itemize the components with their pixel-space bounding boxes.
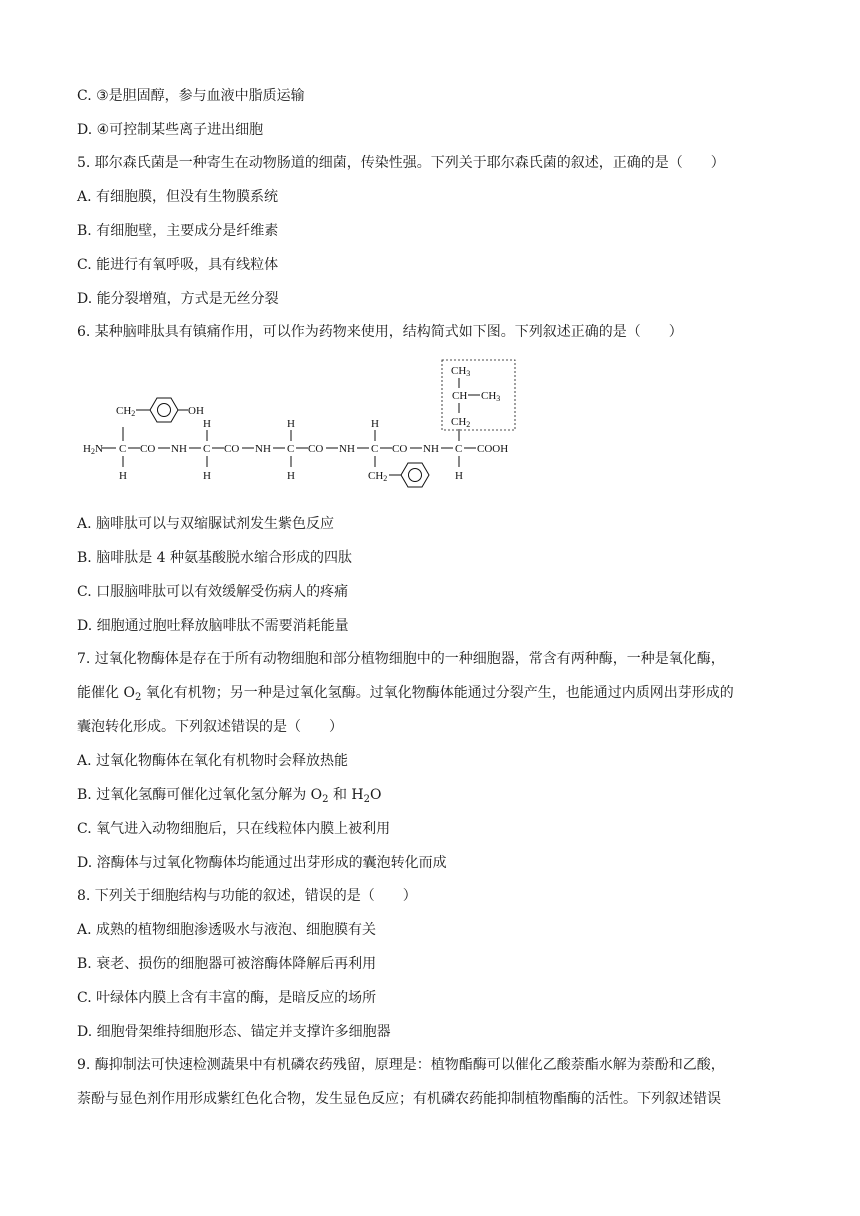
phe-benzene-ring xyxy=(401,463,429,487)
chain-co2: CO xyxy=(224,443,240,455)
chain-nh2: NH xyxy=(255,443,271,455)
leu-ch3-top: CH3 xyxy=(451,365,471,378)
leu-ch3-right: CH3 xyxy=(481,390,501,403)
chain-nh1: NH xyxy=(171,443,187,455)
question-8-option-b: B. 衰老、损伤的细胞器可被溶酶体降解后再利用 xyxy=(77,956,377,972)
question-9-stem-line2: 萘酚与显色剂作用形成紫红色化合物，发生显色反应；有机磷农药能抑制植物酯酶的活性。下列叙述错误 xyxy=(77,1091,721,1107)
question-5-option-a: A. 有细胞膜，但没有生物膜系统 xyxy=(77,189,279,205)
chain-c3: C xyxy=(287,443,295,455)
chain-co1: CO xyxy=(140,443,156,455)
question-8-option-a: A. 成熟的植物细胞渗透吸水与液泡、细胞膜有关 xyxy=(77,922,377,938)
chain-c5: C xyxy=(455,443,463,455)
chain-c1: C xyxy=(119,443,127,455)
question-7-option-b: B. 过氧化氢酶可催化过氧化氢分解为 $O_2$ 和 $H_2O$ xyxy=(77,787,382,805)
tyr-ch2: CH2 xyxy=(116,405,136,418)
question-7-stem-line1: 7. 过氧化物酶体是存在于所有动物细胞和部分植物细胞中的一种细胞器，常含有两种酶，一种是氧化酶， xyxy=(77,651,725,667)
c3-h-top: H xyxy=(287,418,295,430)
question-7-stem-line3: 囊泡转化形成。下列叙述错误的是（ ） xyxy=(77,719,343,735)
question-9-stem-line1: 9. 酶抑制法可快速检测蔬果中有机磷农药残留，原理是：植物酯酶可以催化乙酸萘酯水解为萘酚和乙酸， xyxy=(77,1057,725,1073)
line-option-d-prev: D. ④可控制某些离子进出细胞 xyxy=(77,122,264,138)
chain-c2: C xyxy=(203,443,211,455)
tyr-oh: OH xyxy=(188,405,204,417)
question-5-option-d: D. 能分裂增殖，方式是无丝分裂 xyxy=(77,291,279,307)
tyr-benzene-ring xyxy=(150,398,178,422)
line-option-c-prev: C. ③是胆固醇，参与血液中脂质运输 xyxy=(77,88,305,104)
chain-co4: CO xyxy=(392,443,408,455)
question-6-option-c: C. 口服脑啡肽可以有效缓解受伤病人的疼痛 xyxy=(77,584,349,600)
question-6-option-a: A. 脑啡肽可以与双缩脲试剂发生紫色反应 xyxy=(77,516,335,532)
question-5-stem: 5. 耶尔森氏菌是一种寄生在动物肠道的细菌，传染性强。下列关于耶尔森氏菌的叙述，正确的是（ ） xyxy=(77,155,725,171)
question-5-option-b: B. 有细胞壁，主要成分是纤维素 xyxy=(77,223,279,239)
question-8-option-d: D. 细胞骨架维持细胞形态、锚定并支撑许多细胞器 xyxy=(77,1024,391,1040)
chain-co3: CO xyxy=(308,443,324,455)
chain-nh4: NH xyxy=(423,443,439,455)
question-6-option-b: B. 脑啡肽是 4 种氨基酸脱水缩合形成的四肽 xyxy=(77,550,352,566)
question-8-stem: 8. 下列关于细胞结构与功能的叙述，错误的是（ ） xyxy=(77,888,417,904)
question-7-option-c: C. 氧气进入动物细胞后，只在线粒体内膜上被利用 xyxy=(77,821,391,837)
c1-h-bottom: H xyxy=(119,470,127,482)
chain-nh3: NH xyxy=(339,443,355,455)
c2-h-bottom: H xyxy=(203,470,211,482)
leu-ch2: CH2 xyxy=(451,416,471,429)
question-8-option-c: C. 叶绿体内膜上含有丰富的酶，是暗反应的场所 xyxy=(77,990,377,1006)
chain-c4: C xyxy=(371,443,379,455)
chain-cooh: COOH xyxy=(477,443,509,455)
leu-ch: CH xyxy=(452,390,468,402)
question-6-stem: 6. 某种脑啡肽具有镇痛作用，可以作为药物来使用，结构简式如下图。下列叙述正确的是（ ） xyxy=(77,324,683,340)
question-6-option-d: D. 细胞通过胞吐释放脑啡肽不需要消耗能量 xyxy=(77,618,349,634)
phe-ch2: CH2 xyxy=(368,470,388,483)
chain-h2n: H2N xyxy=(83,443,103,456)
question-5-option-c: C. 能进行有氧呼吸，具有线粒体 xyxy=(77,257,279,273)
question-7-stem-line2: 能催化 $O_2$ 氧化有机物；另一种是过氧化氢酶。过氧化物酶体能通过分裂产生，也能通过内质网出芽形成的 xyxy=(77,685,734,703)
c4-h-top: H xyxy=(371,418,379,430)
enkephalin-structure-diagram xyxy=(78,357,523,492)
c5-h-bottom: H xyxy=(455,470,463,482)
question-7-option-d: D. 溶酶体与过氧化物酶体均能通过出芽形成的囊泡转化而成 xyxy=(77,855,447,871)
question-7-option-a: A. 过氧化物酶体在氧化有机物时会释放热能 xyxy=(77,753,349,769)
c2-h-top: H xyxy=(203,418,211,430)
c3-h-bottom: H xyxy=(287,470,295,482)
